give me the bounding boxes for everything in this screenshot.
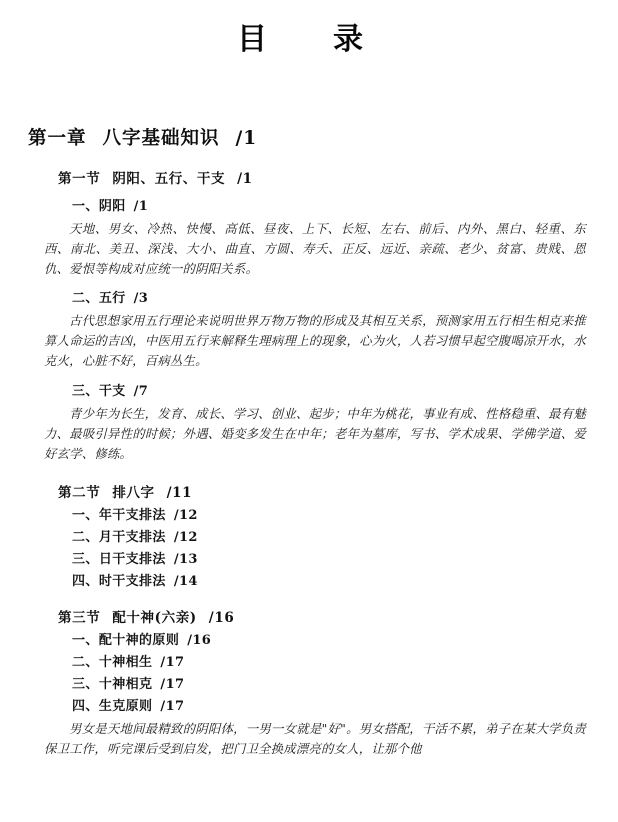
section-name: 阴阳、五行、干支 [112,171,226,187]
chapter-label: 第一章 [28,128,87,149]
toc-entry [72,673,604,692]
entry-page-number: /17 [160,676,185,692]
entry-page-number: /12 [173,529,198,545]
section-name: 排八字 [112,484,155,501]
entry-label: 一、 [72,507,99,523]
entry-label: 二、 [72,291,99,307]
body-paragraph: 古代思想家用五行理论来说明世界万物万物的形成及其相互关系，预测家用五行相生相克来推算人命运的吉凶，中医用五行来解释生理病理上的现象，心为火，人若习惯早起空腹喝凉开水，水克火，心脏不好，百病丛生。 [44,313,586,369]
entry-name: 日干支排法 [98,551,166,567]
entry-label: 一、 [72,632,99,648]
entry-label: 四、 [72,698,99,714]
section-label: 第三节 [58,609,101,626]
entry-name: 配十神的原则 [98,632,180,648]
section-label: 第一节 [58,171,101,187]
section-label: 第二节 [58,484,101,501]
section-page-number: /1 [237,171,253,187]
body-paragraph: 男女是天地间最精致的阴阳体，一男一女就是"好"。男女搭配，干活不累，弟子在某大学负责保卫工作，听完课后受到启发，把门卫全换成漂亮的女人，让那个他 [44,720,586,756]
toc-entry [72,504,604,523]
chapter-page-number: /1 [235,128,258,149]
entry-page-number: /12 [173,507,198,523]
toc-entry [72,570,604,589]
entry-label: 二、 [72,529,99,545]
toc-entry [72,548,604,567]
entry-name: 年干支排法 [98,507,166,523]
page-title: 目 录 [237,22,381,57]
entry-label: 三、 [72,676,99,692]
section-page-number: /16 [208,609,235,626]
entry-page-number: /3 [133,291,149,307]
body-paragraph: 青少年为长生，发育、成长、学习、创业、起步；中年为桃花，事业有成、性格稳重、最有魅力、最吸引异性的时候；外遇、婚变多发生在中年；老年为墓库，写书、学术成果、学佛学道、爱好玄学、修练。 [44,405,586,461]
toc-entry [72,287,604,306]
entry-label: 二、 [72,654,99,670]
entry-name: 阴阳 [98,199,126,214]
toc-entry [72,380,604,399]
toc-entry [72,629,604,648]
section-heading [58,606,604,626]
entry-page-number: /17 [160,654,185,670]
entry-page-number: /7 [133,383,149,399]
entry-page-number: /1 [133,199,149,214]
entry-label: 四、 [72,573,99,589]
document-page [0,14,618,822]
entry-name: 生克原则 [98,698,153,714]
entry-name: 干支 [98,383,126,399]
section-heading [58,481,604,501]
entry-page-number: /17 [160,698,185,714]
toc-entry [72,651,604,670]
toc-entry [72,195,604,214]
entry-page-number: /14 [173,573,198,589]
chapter-name: 八字基础知识 [102,128,220,149]
toc-entry [72,695,604,714]
section-heading [58,167,604,187]
chapter-heading [28,124,604,150]
entry-page-number: /13 [173,551,198,567]
entry-label: 一、 [72,199,99,214]
entry-name: 十神相克 [98,676,153,692]
section-page-number: /11 [166,484,193,501]
entry-name: 时干支排法 [98,573,166,589]
section-name: 配十神(六亲) [112,609,197,626]
entry-page-number: /16 [187,632,212,648]
toc-entry [72,526,604,545]
entry-name: 五行 [98,291,126,307]
body-paragraph: 天地、男女、冷热、快慢、高低、昼夜、上下、长短、左右、前后、内外、黑白、轻重、东西、南北、美丑、深浅、大小、曲直、方圆、寿夭、正反、远近、亲疏、老少、贫富、贵贱、恩仇、爱恨等构成对应统一的阴阳关系。 [44,221,586,277]
entry-label: 三、 [72,383,99,399]
entry-name: 月干支排法 [98,529,166,545]
entry-label: 三、 [72,551,99,567]
entry-name: 十神相生 [98,654,153,670]
